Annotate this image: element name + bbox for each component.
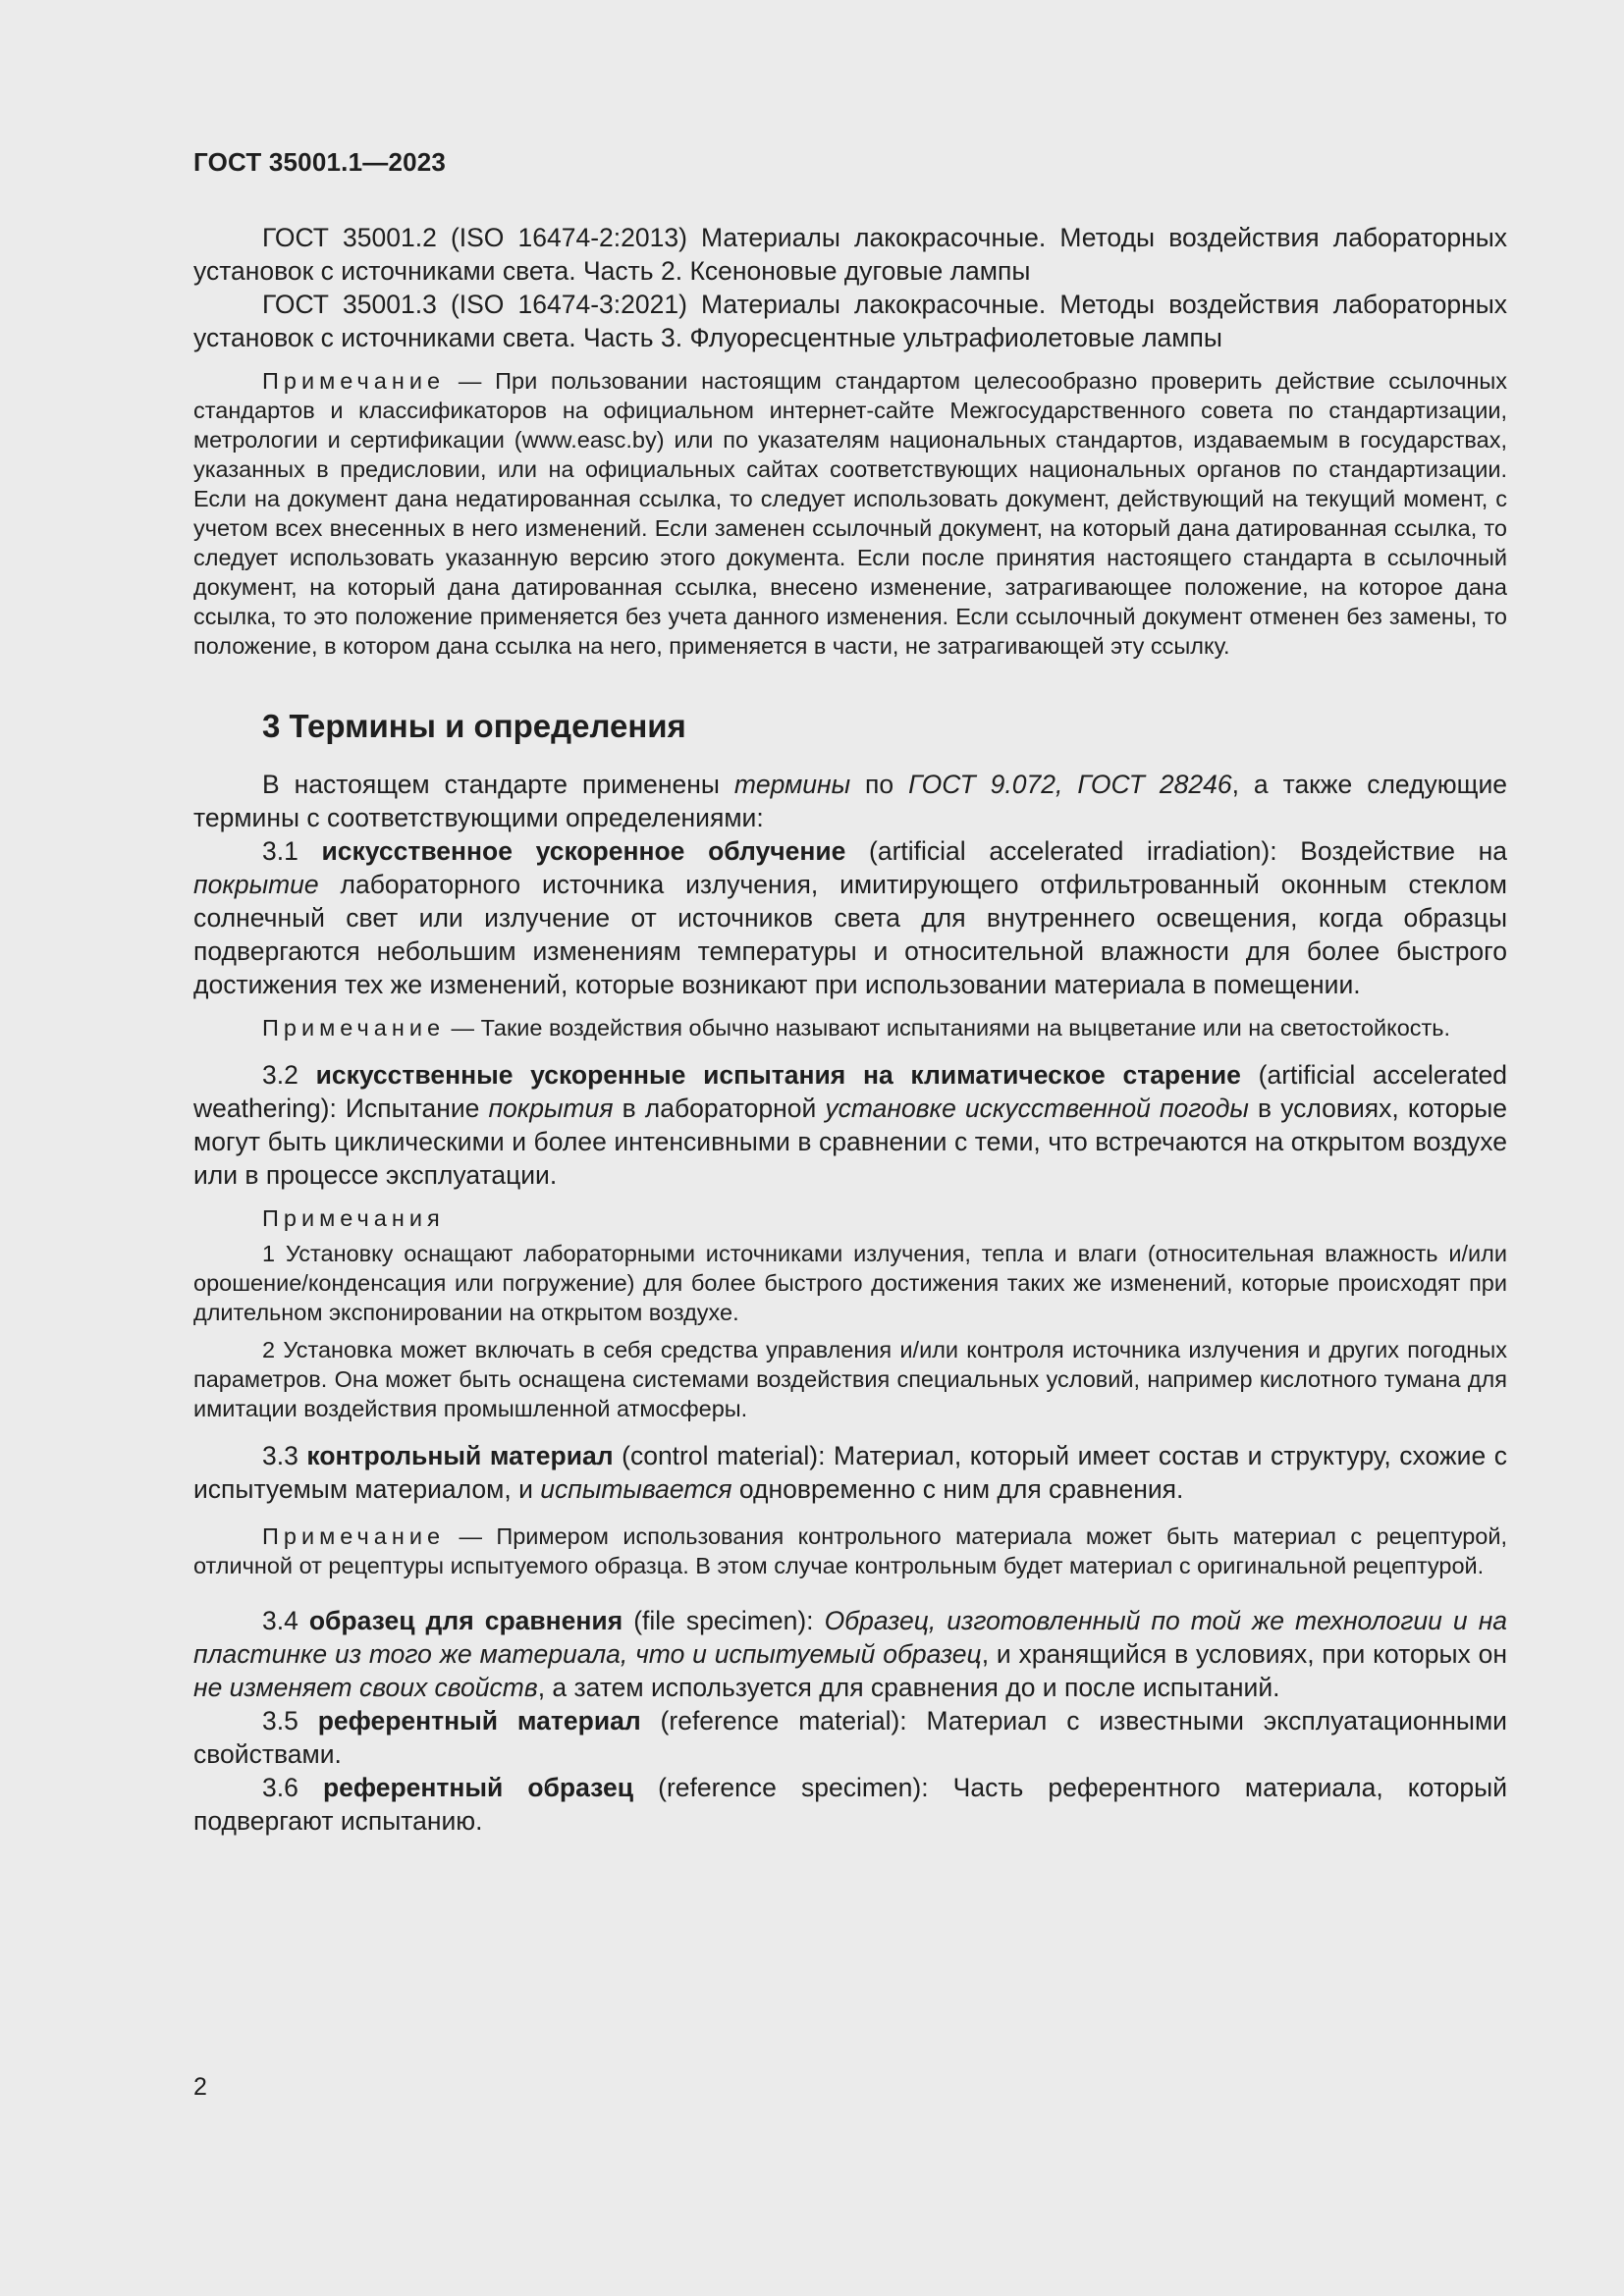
note-label: Примечание [262,368,446,394]
term-name: референтный материал [317,1706,641,1735]
term-name: контрольный материал [306,1441,614,1470]
note-3-1: Примечание — Такие воздействия обычно называют испытаниями на выцветание или на светостойкость. [262,1015,1451,1041]
term-3-5: 3.5 референтный материал (reference material): Материал с известными эксплуатационными свойствами. [193,1706,1507,1769]
page-number: 2 [193,2073,207,2101]
term-3-2: 3.2 искусственные ускоренные испытания на климатическое старение (artificial accelerated weathering): Испытание покрытия в лабораторной установке искусственной погоды в условиях, которые могут быть циклическими и более интенсивными в сравнении с теми, что встречаются на открытом воздухе или в процессе эксплуатации. [193,1060,1507,1190]
term-3-6: 3.6 референтный образец (reference specimen): Часть референтного материала, который подвергают испытанию. [193,1773,1508,1836]
note-3-3: Примечание — Примером использования контрольного материала может быть материал с рецептурой, отличной от рецептуры испытуемого образца. В этом случае контрольным будет материал с оригинальной рецептурой. [193,1523,1507,1578]
document-header: ГОСТ 35001.1—2023 [193,147,447,177]
note-text: — При пользовании настоящим стандартом целесообразно проверить действие ссылочных стандартов и классификаторов на официальном интернет-сайте Межгосударственного совета по стандартизации, метрологии и сертификации (www.easc.by) или по указателям национальных стандартов, издаваемым в государствах, указанных в предисловии, или на официальных сайтах соответствующих национальных органов по стандартизации. Если на документ дана недатированная ссылка, то следует использовать документ, действующий на текущий момент, с учетом всех внесенных в него изменений. Если заменен ссылочный документ, на который дана датированная ссылка, то следует использовать указанную версию этого документа. Если после принятия настоящего стандарта в ссылочный документ, на который дана датированная ссылка, внесено изменение, затрагивающее положение, на которое дана ссылка, то это положение применяется без учета данного изменения. Если ссылочный документ отменен без замены, то положение, в котором дана ссылка на него, применяется в части, не затрагивающей эту ссылку. [193,368,1507,659]
term-name: искусственное ускоренное облучение [321,836,846,866]
section-intro: В настоящем стандарте применены термины по ГОСТ 9.072, ГОСТ 28246, а также следующие термины с соответствующими определениями: [193,770,1508,832]
term-3-4: 3.4 образец для сравнения (file specimen): Образец, изготовленный по той же технологии и на пластинке из того же материала, что и испытуемый образец, и хранящийся в условиях, при которых он не изменяет своих свойств, а затем используется для сравнения до и после испытаний. [193,1606,1508,1702]
note-references [193,366,1507,661]
note-3-2-1: 1 Установку оснащают лабораторными источниками излучения, тепла и влаги (относительная влажность и/или орошение/конденсация или погружение) для более быстрого достижения таких же изменений, которые происходят при длительном экспонировании на открытом воздухе. [193,1241,1507,1325]
term-name: искусственные ускоренные испытания на климатическое старение [315,1060,1241,1090]
term-name: образец для сравнения [308,1606,623,1635]
note-3-2-2: 2 Установка может включать в себя средства управления и/или контроля источника излучения и других погодных параметров. Она может быть оснащена системами воздействия специальных условий, например кислотного тумана для имитации воздействия промышленной атмосферы. [193,1337,1507,1421]
normative-reference: ГОСТ 35001.2 (ISO 16474-2:2013) Материалы лакокрасочные. Методы воздействия лабораторных установок с источниками света. Часть 2. Ксеноновые дуговые лампы [193,223,1507,286]
page-content [193,221,1507,1838]
term-3-1: 3.1 искусственное ускоренное облучение (artificial accelerated irradiation): Воздействие на покрытие лабораторного источника излучения, имитирующего отфильтрованный оконным стеклом солнечный свет или излучение от источников света для внутреннего освещения, когда образцы подвергаются небольшим изменениям температуры и относительной влажности для более быстрого достижения тех же изменений, которые возникают при использовании материала в помещении. [193,836,1507,999]
notes-label-3-2: Примечания [262,1205,445,1231]
section-heading: 3 Термины и определения [262,708,686,744]
normative-reference: ГОСТ 35001.3 (ISO 16474-3:2021) Материалы лакокрасочные. Методы воздействия лабораторных установок с источниками света. Часть 3. Флуоресцентные ультрафиолетовые лампы [193,290,1507,352]
term-name: референтный образец [322,1773,634,1802]
term-3-3: 3.3 контрольный материал (control material): Материал, который имеет состав и структуру, схожие с испытуемым материалом, и испытывается одновременно с ним для сравнения. [193,1441,1508,1504]
